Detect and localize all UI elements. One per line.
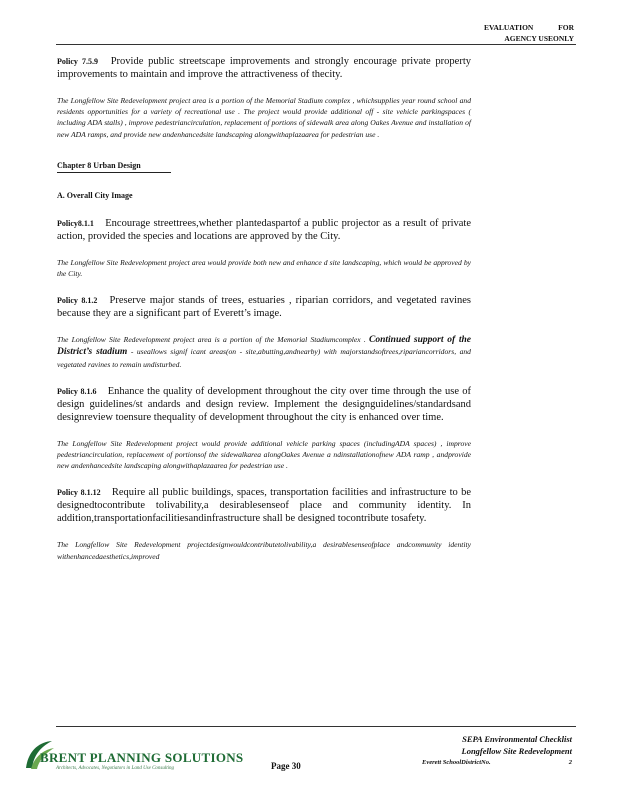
policy-text: Enhance the quality of development throughout the city over time through the use of design guidelines/st andards and design review. Implement the designguidelines/standardsand designreview toensure thequality of development throughout the city is enhanced over time.	[57, 385, 472, 423]
policy-number: Policy 7.5.9	[57, 57, 98, 66]
footer-info	[422, 733, 572, 769]
response-text: - useallows signif icant areas(on - site,abutting,andnearby) with majorstandsoftrees,ripariancorridors, and vegetated ravines to remain undisturbed.	[57, 347, 471, 369]
policy-number: Policy 8.1.12	[57, 488, 101, 498]
response-8-1-1: The Longfellow Site Redevelopment project area would provide both new and enhance d site landscaping, which would be approved by the City.	[57, 257, 471, 279]
policy-8-1-12	[57, 486, 471, 525]
document-body	[57, 55, 471, 577]
response-text: The Longfellow Site Redevelopment project area is a portion of the Memorial Stadiumcomplex .	[57, 335, 366, 345]
policy-number: Policy8.1.1	[57, 218, 94, 228]
section-heading: A. Overall City Image	[57, 190, 133, 200]
policy-text: Preserve major stands of trees, estuaries , riparian corridors, and vegetated ravines because they are a significant part of Everett’s image.	[57, 295, 472, 320]
chapter-heading: Chapter 8 Urban Design	[57, 161, 171, 173]
footer-district: Everett SchoolDistrictNo.	[422, 759, 491, 766]
response-emphasis: Continued support of the District’s stadium	[57, 335, 471, 358]
footer-project: Longfellow Site Redevelopment	[461, 746, 572, 756]
policy-text: Provide public streetscape improvements and strongly encourage private property improvements to maintain and improve the attractiveness of thecity.	[57, 56, 471, 80]
eval-for: FOR	[558, 23, 574, 32]
footer-divider	[56, 726, 576, 727]
policy-text: Require all public buildings, spaces, transportation facilities and infrastructure to be designedtocontribute tolivability,a desirablesenseof place and community identity. In addition,transportationfacilitiesandinfrastructure shall be designed tocontribute tosafety.	[57, 487, 471, 525]
evaluation-header	[484, 22, 574, 44]
page-number: Page 30	[271, 761, 301, 771]
policy-8-1-2	[57, 294, 471, 320]
company-name: BRENT PLANNING SOLUTIONS	[40, 750, 244, 765]
company-logo	[22, 738, 244, 780]
policy-7-5-9	[57, 55, 471, 81]
policy-number: Policy 8.1.2	[57, 296, 98, 306]
eval-label: EVALUATION	[484, 23, 534, 32]
company-tagline: Architects, Advocates, Negotiators in Land Use Consulting	[56, 766, 175, 771]
policy-8-1-1	[57, 217, 471, 243]
policy-number: Policy 8.1.6	[57, 386, 97, 396]
response-8-1-2	[57, 334, 471, 370]
agency-use-only: AGENCY USEONLY	[504, 34, 574, 43]
header-divider	[56, 44, 576, 45]
footer-district-number: 2	[568, 759, 572, 766]
response-8-1-12: The Longfellow Site Redevelopment projectdesignwouldcontributetolivability,a desirablesenseofplace andcommunity identity withenhancedaesthetics,improved	[57, 540, 471, 561]
response-7-5-9: The Longfellow Site Redevelopment project area is a portion of the Memorial Stadium complex , whichsupplies year round school and residents opportunities for a variety of recreational use . The project would provide additional off - site vehicle parkingspaces ( including ADA stalls) , improve pedestriancirculation, replacement of portions of sidewalk area along Oakes Avenue and installation of new ADA ramps, and provide new andenhancedsite landscaping alongwithaplazaarea for pedestrian use .	[57, 96, 471, 139]
response-8-1-6: The Longfellow Site Redevelopment project would provide additional vehicle parking spaces (includingADA spaces) , improve pedestriancirculation, replacement of portionsof the sidewalkarea alongOakes Avenue a ndinstallationofnew ADA ramp , andprovide new andenhancedsite landscaping alongwithaplazaarea for pedestrian use .	[57, 438, 471, 471]
footer-checklist: SEPA Environmental Checklist	[462, 734, 572, 744]
policy-8-1-6	[57, 385, 471, 424]
policy-text: Encourage streettrees,whether plantedaspartof a public projector as a result of private action, provided the species and locations are approved by the City.	[57, 217, 471, 242]
